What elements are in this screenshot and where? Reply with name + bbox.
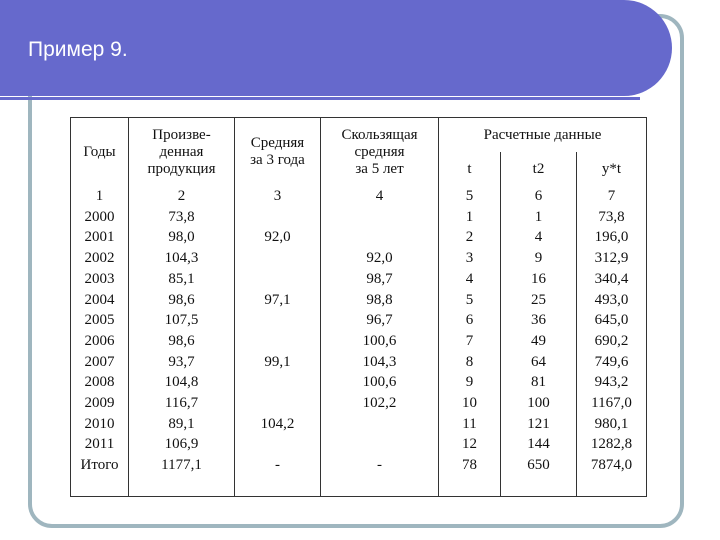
- table-cell: 340,4: [577, 269, 647, 290]
- table-row: [71, 434, 647, 455]
- table-cell: [321, 227, 439, 248]
- table-cell: 9: [439, 372, 501, 393]
- table-cell: 1177,1: [129, 455, 235, 476]
- table-cell: [235, 248, 321, 269]
- table-cell: 690,2: [577, 331, 647, 352]
- header-t2: t2: [501, 152, 577, 186]
- table-cell: 493,0: [577, 290, 647, 311]
- header-years: Годы: [71, 118, 129, 187]
- table-row: [71, 227, 647, 248]
- table-cell: [321, 207, 439, 228]
- table-cell: 7874,0: [577, 455, 647, 476]
- table-cell: 106,9: [129, 434, 235, 455]
- table-cell: 99,1: [235, 352, 321, 373]
- table-cell: 4: [321, 186, 439, 207]
- table-cell: 980,1: [577, 414, 647, 435]
- table-cell: 3: [439, 248, 501, 269]
- table-cell: -: [321, 455, 439, 476]
- header-calc-group: Расчетные данные: [439, 118, 647, 153]
- header-yt: y*t: [577, 152, 647, 186]
- table-cell: 85,1: [129, 269, 235, 290]
- table-cell: 749,6: [577, 352, 647, 373]
- table-cell: 943,2: [577, 372, 647, 393]
- header-t: t: [439, 152, 501, 186]
- table-cell: 104,2: [235, 414, 321, 435]
- table-row: [71, 310, 647, 331]
- table-cell: 100,6: [321, 331, 439, 352]
- table-row: [71, 248, 647, 269]
- table-cell: 7: [577, 186, 647, 207]
- table-cell: 1282,8: [577, 434, 647, 455]
- header-underline: [0, 97, 640, 100]
- table-cell: 3: [235, 186, 321, 207]
- table-cell: 36: [501, 310, 577, 331]
- table-cell: 73,8: [129, 207, 235, 228]
- table-cell: 64: [501, 352, 577, 373]
- total-row: [71, 455, 647, 476]
- table-cell: 96,7: [321, 310, 439, 331]
- table-cell: [235, 207, 321, 228]
- table-row: [71, 414, 647, 435]
- table-cell: 4: [501, 227, 577, 248]
- table-cell: 12: [439, 434, 501, 455]
- table-cell: 116,7: [129, 393, 235, 414]
- header-avg3: Средняя за 3 года: [235, 118, 321, 187]
- table-row: [71, 331, 647, 352]
- table-cell: 98,7: [321, 269, 439, 290]
- table-cell: 104,3: [129, 248, 235, 269]
- table-cell: 2009: [71, 393, 129, 414]
- data-table: [70, 117, 647, 497]
- table-cell: 2008: [71, 372, 129, 393]
- table-cell: 93,7: [129, 352, 235, 373]
- table-cell: 6: [439, 310, 501, 331]
- table-cell: -: [235, 455, 321, 476]
- table-cell: 10: [439, 393, 501, 414]
- table-cell: 98,8: [321, 290, 439, 311]
- table-cell: 98,6: [129, 331, 235, 352]
- table-cell: 49: [501, 331, 577, 352]
- table-cell: 121: [501, 414, 577, 435]
- table-cell: 92,0: [321, 248, 439, 269]
- table-cell: [235, 310, 321, 331]
- table-cell: 196,0: [577, 227, 647, 248]
- table-cell: [321, 434, 439, 455]
- table-cell: 11: [439, 414, 501, 435]
- table-cell: 73,8: [577, 207, 647, 228]
- header-production: Произве- денная продукция: [129, 118, 235, 187]
- table-cell: 2000: [71, 207, 129, 228]
- table-cell: 92,0: [235, 227, 321, 248]
- table-cell: 100: [501, 393, 577, 414]
- table-cell: 2001: [71, 227, 129, 248]
- slide-title: Пример 9.: [28, 38, 128, 61]
- table-cell: 2002: [71, 248, 129, 269]
- table-cell: 104,3: [321, 352, 439, 373]
- table-cell: 98,6: [129, 290, 235, 311]
- table-cell: [235, 372, 321, 393]
- table-cell: 9: [501, 248, 577, 269]
- table-cell: 7: [439, 331, 501, 352]
- table-cell: 6: [501, 186, 577, 207]
- table-cell: 2007: [71, 352, 129, 373]
- table-cell: 100,6: [321, 372, 439, 393]
- table-row: [71, 290, 647, 311]
- table-cell: 98,0: [129, 227, 235, 248]
- table-row: [71, 352, 647, 373]
- table-cell: 104,8: [129, 372, 235, 393]
- table-cell: 2010: [71, 414, 129, 435]
- table-cell: 8: [439, 352, 501, 373]
- spacer-row: [71, 476, 647, 497]
- table-cell: 650: [501, 455, 577, 476]
- table-cell: 2003: [71, 269, 129, 290]
- table-cell: 78: [439, 455, 501, 476]
- table-cell: 312,9: [577, 248, 647, 269]
- table-cell: 645,0: [577, 310, 647, 331]
- table-cell: 16: [501, 269, 577, 290]
- table-cell: 1167,0: [577, 393, 647, 414]
- table-cell: 97,1: [235, 290, 321, 311]
- table-cell: 4: [439, 269, 501, 290]
- table-cell: [235, 393, 321, 414]
- table-cell: [321, 414, 439, 435]
- table-cell: 5: [439, 186, 501, 207]
- table-row: [71, 393, 647, 414]
- table-cell: [235, 269, 321, 290]
- table-cell: 2005: [71, 310, 129, 331]
- table-cell: [235, 331, 321, 352]
- header-moving5: Скользящая средняя за 5 лет: [321, 118, 439, 187]
- table-cell: 81: [501, 372, 577, 393]
- table-cell: 2011: [71, 434, 129, 455]
- table-cell: 144: [501, 434, 577, 455]
- table-cell: [235, 434, 321, 455]
- table-cell: 1: [501, 207, 577, 228]
- table-cell: 1: [71, 186, 129, 207]
- table-cell: 2004: [71, 290, 129, 311]
- table-row: [71, 269, 647, 290]
- table-cell: Итого: [71, 455, 129, 476]
- table-row: [71, 372, 647, 393]
- table-row: [71, 207, 647, 228]
- table-cell: 5: [439, 290, 501, 311]
- header-row: [71, 118, 647, 153]
- table-cell: 2006: [71, 331, 129, 352]
- table-cell: 107,5: [129, 310, 235, 331]
- table-cell: 2: [129, 186, 235, 207]
- table-cell: 2: [439, 227, 501, 248]
- table-cell: 25: [501, 290, 577, 311]
- table-cell: 89,1: [129, 414, 235, 435]
- numbering-row: [71, 186, 647, 207]
- table-cell: 1: [439, 207, 501, 228]
- table-cell: 102,2: [321, 393, 439, 414]
